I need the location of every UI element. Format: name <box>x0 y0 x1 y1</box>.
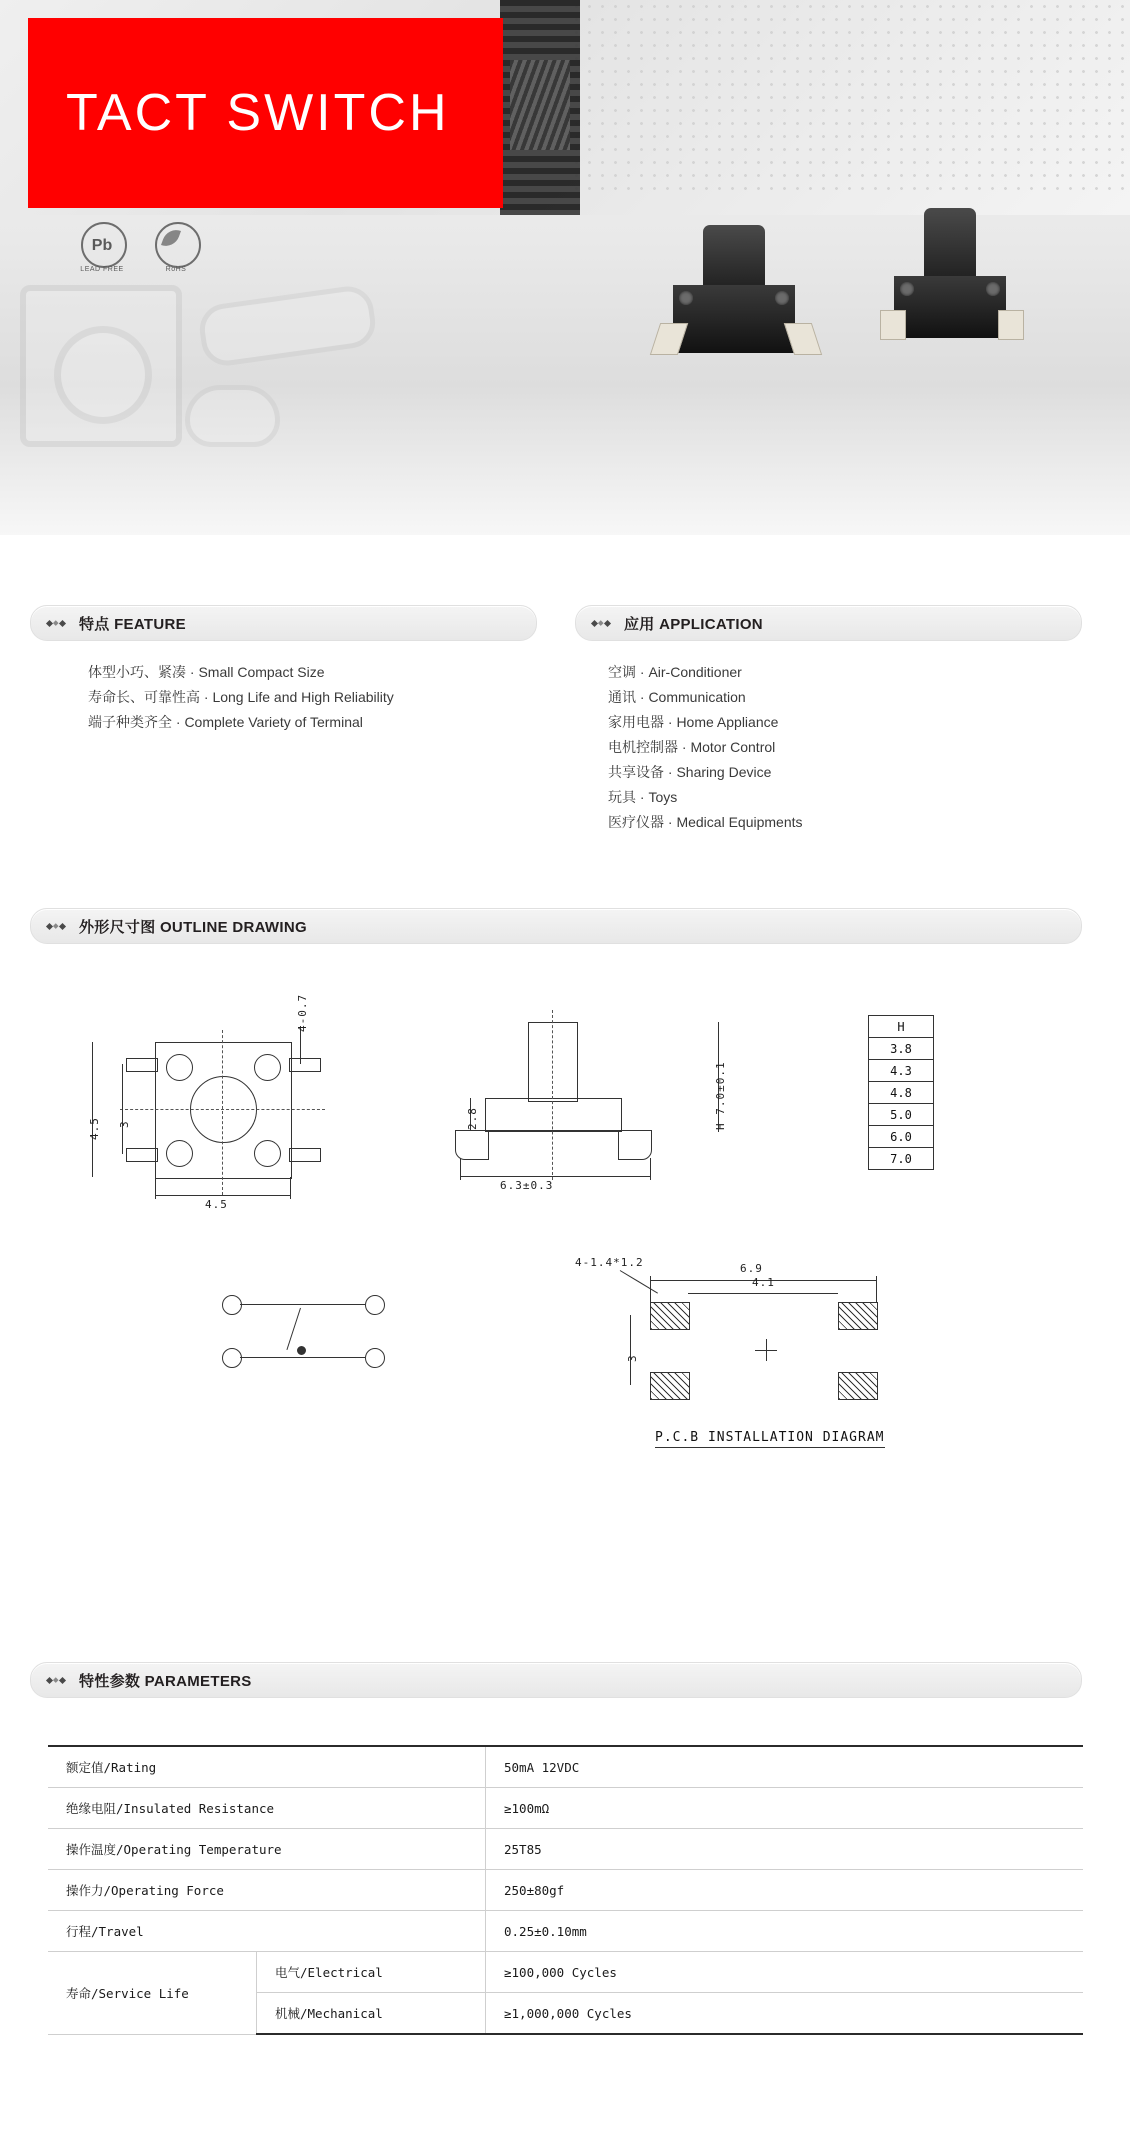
outline-drawing <box>0 980 1130 1620</box>
diamond-deco-icon <box>47 924 73 929</box>
list-item: 电机控制器 · Motor Control <box>608 739 776 755</box>
mouse-icon <box>185 385 280 447</box>
circuit-photo <box>500 0 580 215</box>
param-value: 0.25±0.10mm <box>486 1911 1084 1952</box>
section-title-feature: 特点 FEATURE <box>79 615 186 633</box>
application-list <box>608 660 803 835</box>
table-row <box>48 1788 1083 1829</box>
h-table-cell: 4.3 <box>869 1060 934 1082</box>
dim-top-width: 4.5 <box>205 1198 228 1211</box>
table-row <box>48 1829 1083 1870</box>
table-row <box>48 1746 1083 1788</box>
pb-free-caption: LEAD FREE <box>80 266 124 273</box>
page-title: TACT SWITCH <box>66 84 450 142</box>
list-item: 家用电器 · Home Appliance <box>608 714 779 730</box>
param-label: 操作温度/Operating Temperature <box>48 1829 486 1870</box>
param-label: 行程/Travel <box>48 1911 486 1952</box>
section-header-feature <box>30 605 537 641</box>
dim-top-height: 4.5 <box>88 1117 101 1140</box>
pcb-caption: P.C.B INSTALLATION DIAGRAM <box>655 1430 885 1448</box>
list-item: 共享设备 · Sharing Device <box>608 764 772 780</box>
param-label: 操作力/Operating Force <box>48 1870 486 1911</box>
param-label: 额定值/Rating <box>48 1746 486 1788</box>
rohs-caption: RoHS <box>165 266 187 273</box>
h-table-header: H <box>869 1016 934 1038</box>
compliance-badges <box>78 222 200 273</box>
h-table-cell: 4.8 <box>869 1082 934 1104</box>
param-sublabel: 电气/Electrical <box>257 1952 486 1993</box>
section-title-parameters: 特性参数 PARAMETERS <box>79 1672 252 1690</box>
table-row <box>48 1952 1083 1993</box>
product-photo-left <box>655 215 830 365</box>
section-header-application <box>575 605 1082 641</box>
dim-body-height: 2.8 <box>466 1107 479 1130</box>
section-header-outline <box>30 908 1082 944</box>
feature-list <box>88 660 394 735</box>
table-row <box>48 1911 1083 1952</box>
dim-pcb-inner: 4.1 <box>752 1276 775 1289</box>
appliance-illustrations <box>10 265 430 465</box>
pb-free-symbol: Pb <box>91 237 113 254</box>
dot-pattern-decoration <box>570 0 1130 200</box>
param-value: 25T85 <box>486 1829 1084 1870</box>
param-value: ≥100,000 Cycles <box>486 1952 1084 1993</box>
diamond-deco-icon <box>47 1678 73 1683</box>
hero-title-box <box>28 18 503 208</box>
h-table-cell: 3.8 <box>869 1038 934 1060</box>
product-photo-right <box>880 200 1040 365</box>
diamond-deco-icon <box>47 621 73 626</box>
pb-free-icon <box>78 222 126 273</box>
remote-control-icon <box>197 283 379 369</box>
dim-pcb-width: 6.9 <box>740 1262 763 1275</box>
height-options-table <box>868 1015 934 1170</box>
dim-top-inner: 3 <box>118 1120 131 1128</box>
list-item: 医疗仪器 · Medical Equipments <box>608 814 803 830</box>
dim-side-width: 6.3±0.3 <box>500 1179 554 1192</box>
dim-side-height: H 7.0±0.1 <box>714 1061 727 1130</box>
param-value: 250±80gf <box>486 1870 1084 1911</box>
param-label: 绝缘电阻/Insulated Resistance <box>48 1788 486 1829</box>
h-table-cell: 6.0 <box>869 1126 934 1148</box>
list-item: 寿命长、可靠性高 · Long Life and High Reliability <box>88 689 394 705</box>
list-item: 体型小巧、紧凑 · Small Compact Size <box>88 664 325 680</box>
hero-banner <box>0 0 1130 535</box>
section-title-application: 应用 APPLICATION <box>624 615 763 633</box>
list-item: 空调 · Air-Conditioner <box>608 664 742 680</box>
section-title-outline: 外形尺寸图 OUTLINE DRAWING <box>79 918 307 936</box>
table-row <box>48 1870 1083 1911</box>
param-value: ≥100mΩ <box>486 1788 1084 1829</box>
rohs-icon <box>152 222 200 273</box>
parameters-table <box>48 1745 1083 2035</box>
section-header-parameters <box>30 1662 1082 1698</box>
h-table-cell: 7.0 <box>869 1148 934 1170</box>
param-sublabel: 机械/Mechanical <box>257 1993 486 2035</box>
list-item: 通讯 · Communication <box>608 689 746 705</box>
parameters-table-wrapper <box>48 1745 1083 2035</box>
dim-pcb-pitch: 3 <box>626 1354 639 1362</box>
dim-pcb-pad: 4-1.4*1.2 <box>575 1256 644 1269</box>
param-value: ≥1,000,000 Cycles <box>486 1993 1084 2035</box>
list-item: 玩具 · Toys <box>608 789 678 805</box>
param-value: 50mA 12VDC <box>486 1746 1084 1788</box>
param-label: 寿命/Service Life <box>48 1952 257 2035</box>
washing-machine-icon <box>20 285 182 447</box>
h-table-cell: 5.0 <box>869 1104 934 1126</box>
diamond-deco-icon <box>592 621 618 626</box>
list-item: 端子种类齐全 · Complete Variety of Terminal <box>88 714 363 730</box>
dim-terminal: 4-0.7 <box>296 993 309 1032</box>
